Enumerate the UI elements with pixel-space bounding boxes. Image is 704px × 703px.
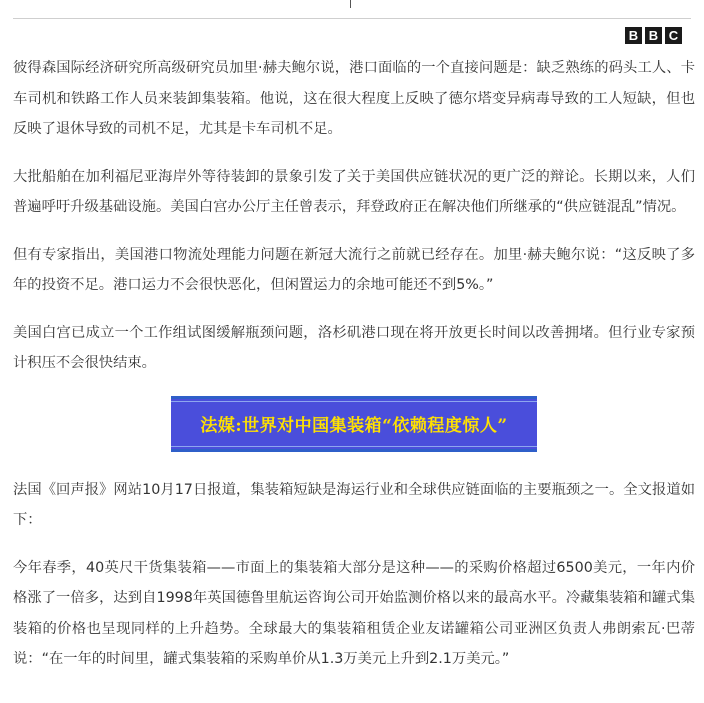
article-paragraph: 但有专家指出，美国港口物流处理能力问题在新冠大流行之前就已经存在。加里·赫夫鲍尔说：“这反映了多年的投资不足。港口运力不会很快恶化，但闲置运力的余地可能还不到5%。”: [13, 246, 695, 293]
article-paragraph: 美国白宫已成立一个工作组试图缓解瓶颈问题，洛杉矶港口现在将开放更长时间以改善拥堵。但行业专家预计积压不会很快结束。: [13, 324, 695, 371]
article-paragraph: 大批船舶在加利福尼亚海岸外等待装卸的景象引发了关于美国供应链状况的更广泛的辩论。长期以来，人们普遍呼吁升级基础设施。美国白宫办公厅主任曾表示，拜登政府正在解决他们所继承的“供应链混乱”情况。: [13, 168, 695, 215]
article-paragraph: 彼得森国际经济研究所高级研究员加里·赫夫鲍尔说，港口面临的一个直接问题是：缺乏熟练的码头工人、卡车司机和铁路工作人员来装卸集装箱。他说，这在很大程度上反映了德尔塔变异病毒导致的工人短缺，但也反映了退休导致的司机不足，尤其是卡车司机不足。: [13, 60, 695, 137]
top-divider: [13, 18, 691, 19]
bbc-logo: [625, 27, 682, 44]
bbc-logo-letter: C: [665, 27, 682, 44]
article-paragraph: 今年春季，40英尺干货集装箱——市面上的集装箱大部分是这种——的采购价格超过6500美元，一年内价格涨了一倍多，达到自1998年英国德鲁里航运咨询公司开始监测价格以来的最高水平。冷藏集装箱和罐式集装箱的价格也呈现同样的上升趋势。全球最大的集装箱租赁企业友诺罐箱公司亚洲区负责人弗朗索瓦·巴蒂说：“在一年的时间里，罐式集装箱的采购单价从1.3万美元上升到2.1万美元。”: [13, 559, 695, 667]
top-divider-tick: [350, 0, 351, 8]
article-body: [13, 53, 695, 692]
article-paragraph: 法国《回声报》网站10月17日报道，集装箱短缺是海运行业和全球供应链面临的主要瓶颈之一。全文报道如下：: [13, 481, 695, 528]
section-banner-wrapper: [13, 396, 695, 452]
section-banner-title: 法媒:世界对中国集装箱“依赖程度惊人”: [200, 416, 508, 436]
section-banner: [171, 396, 537, 452]
bbc-logo-letter: B: [645, 27, 662, 44]
bbc-logo-letter: B: [625, 27, 642, 44]
